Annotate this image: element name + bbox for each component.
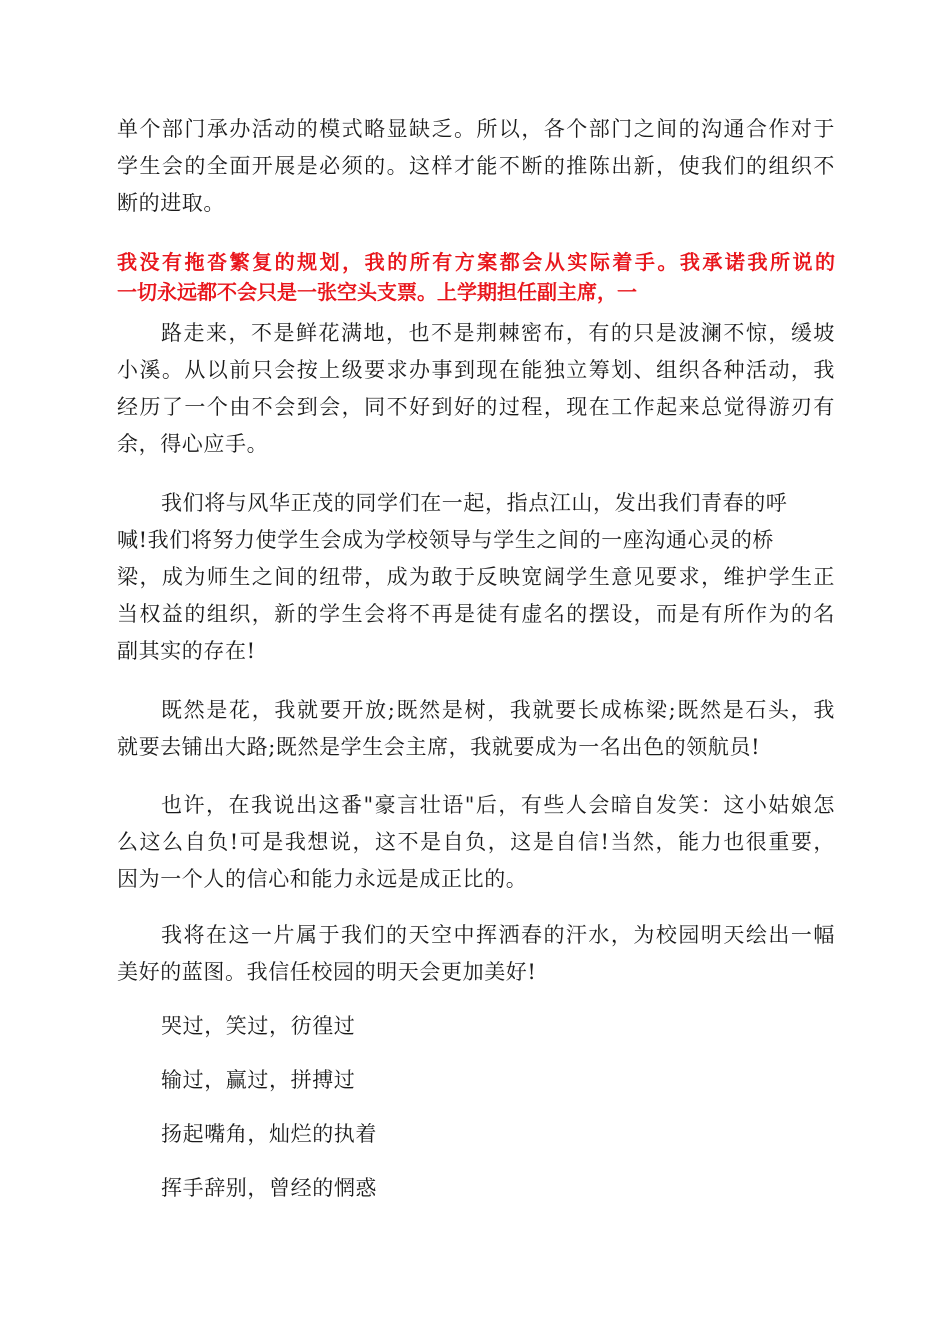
text-line: 副其实的存在!	[117, 639, 256, 663]
paragraph-2	[117, 315, 835, 463]
text-line: 也许，在我说出这番"豪言壮语"后，有些人会暗自发笑：这小姑娘怎	[161, 793, 835, 817]
paragraph-6	[117, 917, 835, 991]
text-line: 路走来，不是鲜花满地，也不是荆棘密布，有的只是波澜不惊，缓坡	[161, 321, 835, 345]
text-line: 既然是花，我就要开放;既然是树，我就要长成栋梁;既然是石头，我	[161, 698, 835, 722]
paragraph-4	[117, 692, 835, 766]
text-line: 单个部门承办活动的模式略显缺乏。所以，各个部门之间的沟通合作对于	[117, 117, 835, 141]
text-line: 断的进取。	[117, 191, 225, 215]
text-line: 余，得心应手。	[117, 432, 269, 456]
highlighted-heading	[117, 247, 835, 307]
heading-line: 我没有拖沓繁复的规划，我的所有方案都会从实际着手。我承诺我所说的	[117, 250, 835, 274]
text-line: 当权益的组织，新的学生会将不再是徒有虚名的摆设，而是有所作为的名	[117, 602, 835, 626]
text-line: 梁，成为师生之间的纽带，成为敢于反映宽阔学生意见要求，维护学生正	[117, 565, 835, 589]
text-line: 么这么自负!可是我想说，这不是自负，这是自信!当然，能力也很重要，	[117, 830, 835, 854]
text-line: 学生会的全面开展是必须的。这样才能不断的推陈出新，使我们的组织不	[117, 154, 835, 178]
text-line: 我将在这一片属于我们的天空中挥洒春的汗水，为校园明天绘出一幅	[161, 923, 835, 947]
text-line: 小溪。从以前只会按上级要求办事到现在能独立筹划、组织各种活动，我	[117, 358, 835, 382]
poem-block	[117, 1008, 835, 1224]
text-line: 美好的蓝图。我信任校园的明天会更加美好!	[117, 960, 537, 984]
poem-line: 哭过，笑过，彷徨过	[161, 1014, 356, 1038]
text-line: 就要去铺出大路;既然是学生会主席，我就要成为一名出色的领航员!	[117, 735, 761, 759]
paragraph-1	[117, 111, 835, 222]
poem-line: 挥手辞别，曾经的惘惑	[161, 1176, 377, 1200]
poem-line: 扬起嘴角，灿烂的执着	[161, 1122, 377, 1146]
heading-line: 一切永远都不会只是一张空头支票。上学期担任副主席，一	[117, 280, 637, 304]
paragraph-3	[117, 485, 835, 670]
text-line: 喊!我们将努力使学生会成为学校领导与学生之间的一座沟通心灵的桥	[117, 528, 775, 552]
text-line: 因为一个人的信心和能力永远是成正比的。	[117, 867, 528, 891]
text-line: 我们将与风华正茂的同学们在一起，指点江山，发出我们青春的呼	[161, 491, 788, 515]
text-line: 经历了一个由不会到会，同不好到好的过程，现在工作起来总觉得游刃有	[117, 395, 835, 419]
poem-line: 输过，赢过，拼搏过	[161, 1068, 356, 1092]
paragraph-5	[117, 787, 835, 898]
